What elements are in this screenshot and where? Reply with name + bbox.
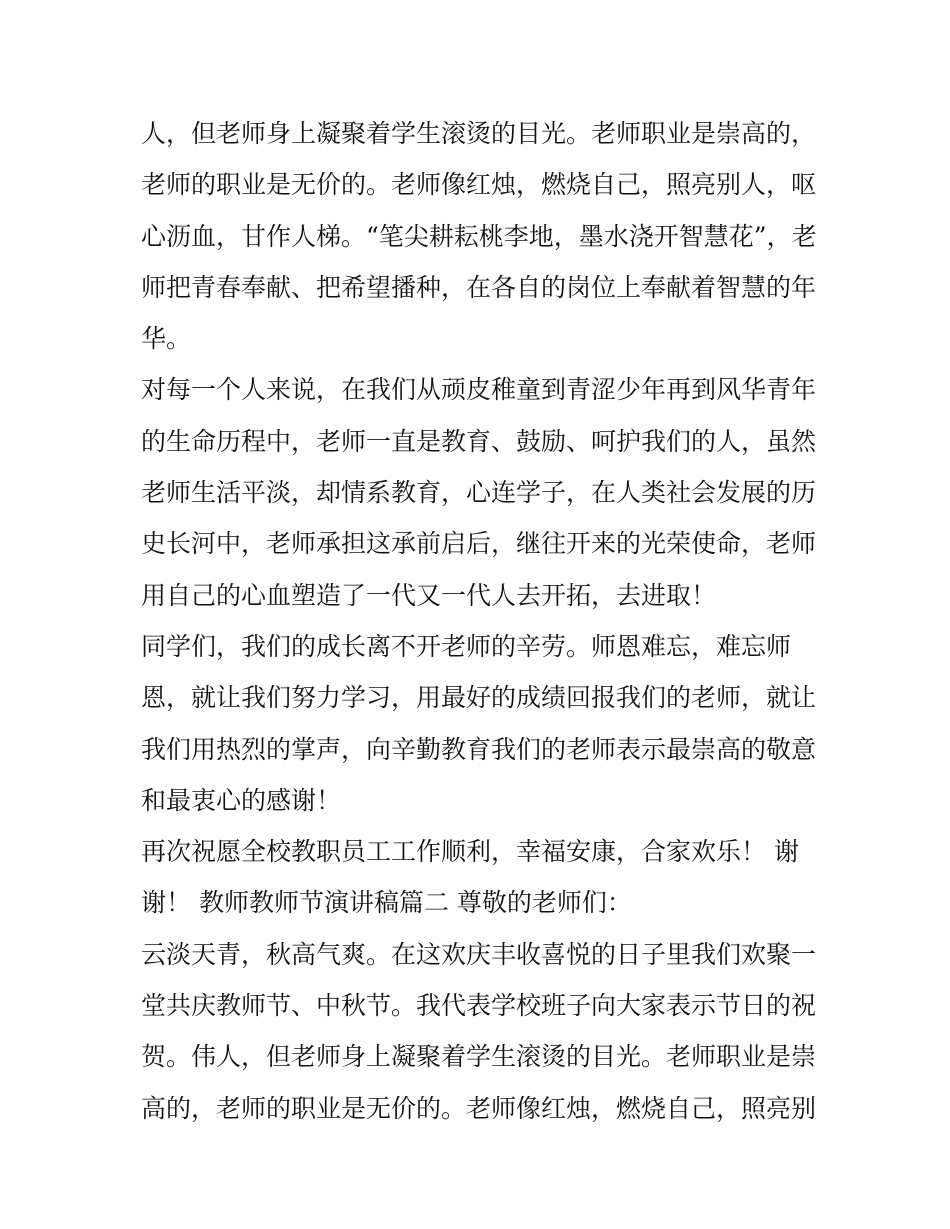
document-body [141,108,821,1134]
text-line: 贺。伟人，但老师身上凝聚着学生滚烫的目光。老师职业是崇 [141,1042,817,1072]
text-line: 堂共庆教师节、中秋节。我代表学校班子向大家表示节日的祝 [141,991,817,1021]
text-line: 和最衷心的感谢！ [141,785,342,815]
text-line: 史长河中，老师承担这承前启后，继往开来的光荣使命，老师 [141,529,817,559]
text-line: 师把青春奉献、把希望播种，在各自的岗位上奉献着智慧的年 [141,272,817,302]
text-line: 用自己的心血塑造了一代又一代人去开拓，去进取！ [141,580,717,610]
text-line: 高的，老师的职业是无价的。老师像红烛，燃烧自己，照亮别 [141,1093,817,1123]
text-line: 我们用热烈的掌声，向辛勤教育我们的老师表示最崇高的敬意 [141,734,817,764]
text-line: 老师的职业是无价的。老师像红烛，燃烧自己，照亮别人，呕 [141,170,817,200]
text-line: 谢！ 教师教师节演讲稿篇二 尊敬的老师们： [141,888,632,918]
text-line: 再次祝愿全校教职员工工作顺利，幸福安康，合家欢乐！ 谢 [141,837,799,867]
text-line: 的生命历程中，老师一直是教育、鼓励、呵护我们的人，虽然 [141,426,817,456]
text-line: 人，但老师身上凝聚着学生滚烫的目光。老师职业是崇高的， [141,119,817,148]
text-line: 老师生活平淡，却情系教育，心连学子，在人类社会发展的历 [141,478,817,508]
text-line: 恩，就让我们努力学习，用最好的成绩回报我们的老师，就让 [141,683,817,713]
text-line: 华。 [141,324,192,354]
text-line: 心沥血，甘作人梯。“笔尖耕耘桃李地，墨水浇开智慧花”，老 [141,221,817,251]
text-line: 对每一个人来说，在我们从顽皮稚童到青涩少年再到风华青年 [141,375,817,405]
text-line: 云淡天青，秋高气爽。在这欢庆丰收喜悦的日子里我们欢聚一 [141,939,817,969]
text-line: 同学们，我们的成长离不开老师的辛劳。师恩难忘，难忘师 [141,631,792,661]
